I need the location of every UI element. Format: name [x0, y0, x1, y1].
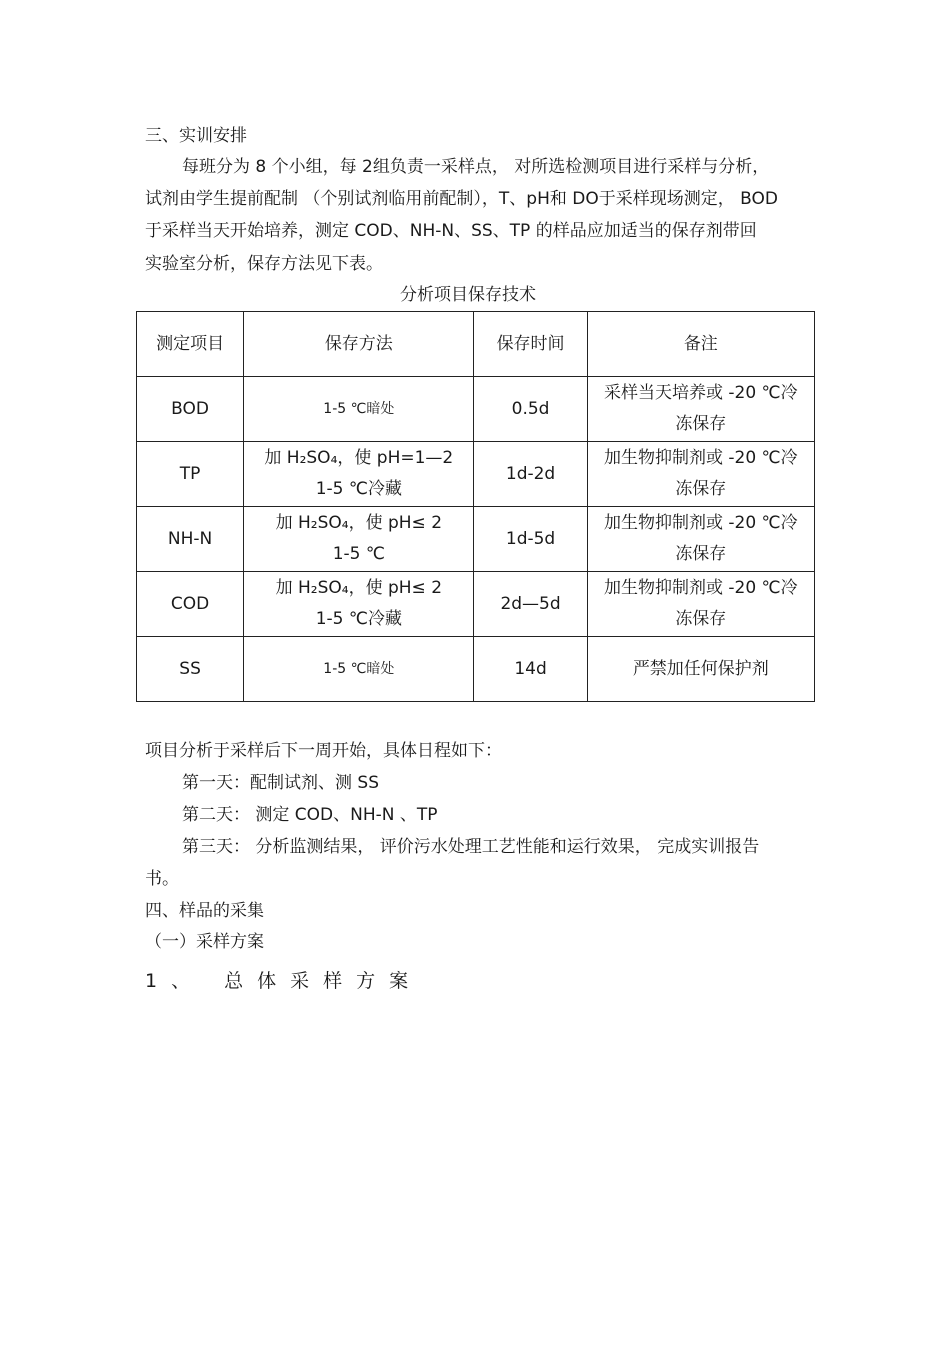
para-line-2: 试剂由学生提前配制 （个别试剂临用前配制），T、pH和 DO于采样现场测定， BOD [145, 189, 778, 209]
cell-item: COD [137, 572, 244, 637]
section-heading-4: 四、样品的采集 [145, 901, 264, 921]
note-line-2: 冻保存 [675, 479, 727, 499]
cell-note: 严禁加任何保护剂 [587, 637, 814, 702]
cell-method [244, 637, 474, 702]
cell-item: TP [137, 442, 244, 507]
table-row [137, 507, 815, 572]
method-line-1: 1-5 ℃暗处 [323, 660, 395, 677]
method-line-1: 加 H₂SO₄，使 pH=1—2 [264, 448, 454, 468]
cell-time: 14d [474, 637, 587, 702]
cell-method [244, 572, 474, 637]
cell-note [587, 442, 814, 507]
schedule-intro: 项目分析于采样后下一周开始，具体日程如下： [145, 741, 502, 761]
header-note: 备注 [587, 312, 814, 377]
note-line-2: 冻保存 [675, 609, 727, 629]
cell-note [587, 377, 814, 442]
cell-note [587, 572, 814, 637]
cell-item: NH-N [137, 507, 244, 572]
method-line-1: 加 H₂SO₄，使 pH≤ 2 [275, 513, 443, 533]
subheading-sampling-plan: （一）采样方案 [145, 932, 264, 952]
cell-method [244, 507, 474, 572]
method-line-1: 加 H₂SO₄，使 pH≤ 2 [275, 578, 443, 598]
cell-time: 1d-2d [474, 442, 587, 507]
cell-note [587, 507, 814, 572]
table-caption: 分析项目保存技术 [400, 285, 536, 305]
cell-method [244, 377, 474, 442]
method-line-1: 1-5 ℃暗处 [323, 400, 395, 417]
cell-time: 0.5d [474, 377, 587, 442]
preservation-table [136, 311, 815, 702]
section-heading-3: 三、实训安排 [145, 126, 247, 146]
header-method: 保存方法 [244, 312, 474, 377]
cell-time: 1d-5d [474, 507, 587, 572]
table-row [137, 637, 815, 702]
cell-method [244, 442, 474, 507]
table-row [137, 377, 815, 442]
note-line-2: 冻保存 [675, 544, 727, 564]
para-line-1: 每班分为 8 个小组，每 2组负责一采样点， 对所选检测项目进行采样与分析， [182, 157, 770, 177]
note-line-1: 加生物抑制剂或 -20 ℃冷 [603, 448, 798, 468]
note-line-1: 加生物抑制剂或 -20 ℃冷 [603, 578, 798, 598]
schedule-day1: 第一天：配制试剂、测 SS [182, 773, 379, 793]
para-line-4: 实验室分析，保存方法见下表。 [145, 254, 383, 274]
item-overall-plan: 1、 总体采样方案 [145, 970, 423, 992]
schedule-day2: 第二天： 测定 COD、NH-N 、TP [182, 805, 438, 825]
note-line-1: 采样当天培养或 -20 ℃冷 [603, 383, 798, 403]
note-line-1: 加生物抑制剂或 -20 ℃冷 [603, 513, 798, 533]
schedule-day3: 第三天： 分析监测结果， 评价污水处理工艺性能和运行效果， 完成实训报告 [182, 837, 760, 857]
para-line-3: 于采样当天开始培养，测定 COD、NH-N、SS、TP 的样品应加适当的保存剂带回 [145, 221, 757, 241]
table-header-row [137, 312, 815, 377]
cell-item: SS [137, 637, 244, 702]
header-time: 保存时间 [474, 312, 587, 377]
method-line-2: 1-5 ℃冷藏 [315, 609, 402, 629]
schedule-day3-cont: 书。 [145, 869, 179, 889]
table-row [137, 442, 815, 507]
method-line-2: 1-5 ℃冷藏 [315, 479, 402, 499]
note-line-2: 冻保存 [675, 414, 727, 434]
cell-item: BOD [137, 377, 244, 442]
header-item: 测定项目 [137, 312, 244, 377]
cell-time: 2d—5d [474, 572, 587, 637]
method-line-2: 1-5 ℃ [332, 544, 385, 564]
table-row [137, 572, 815, 637]
